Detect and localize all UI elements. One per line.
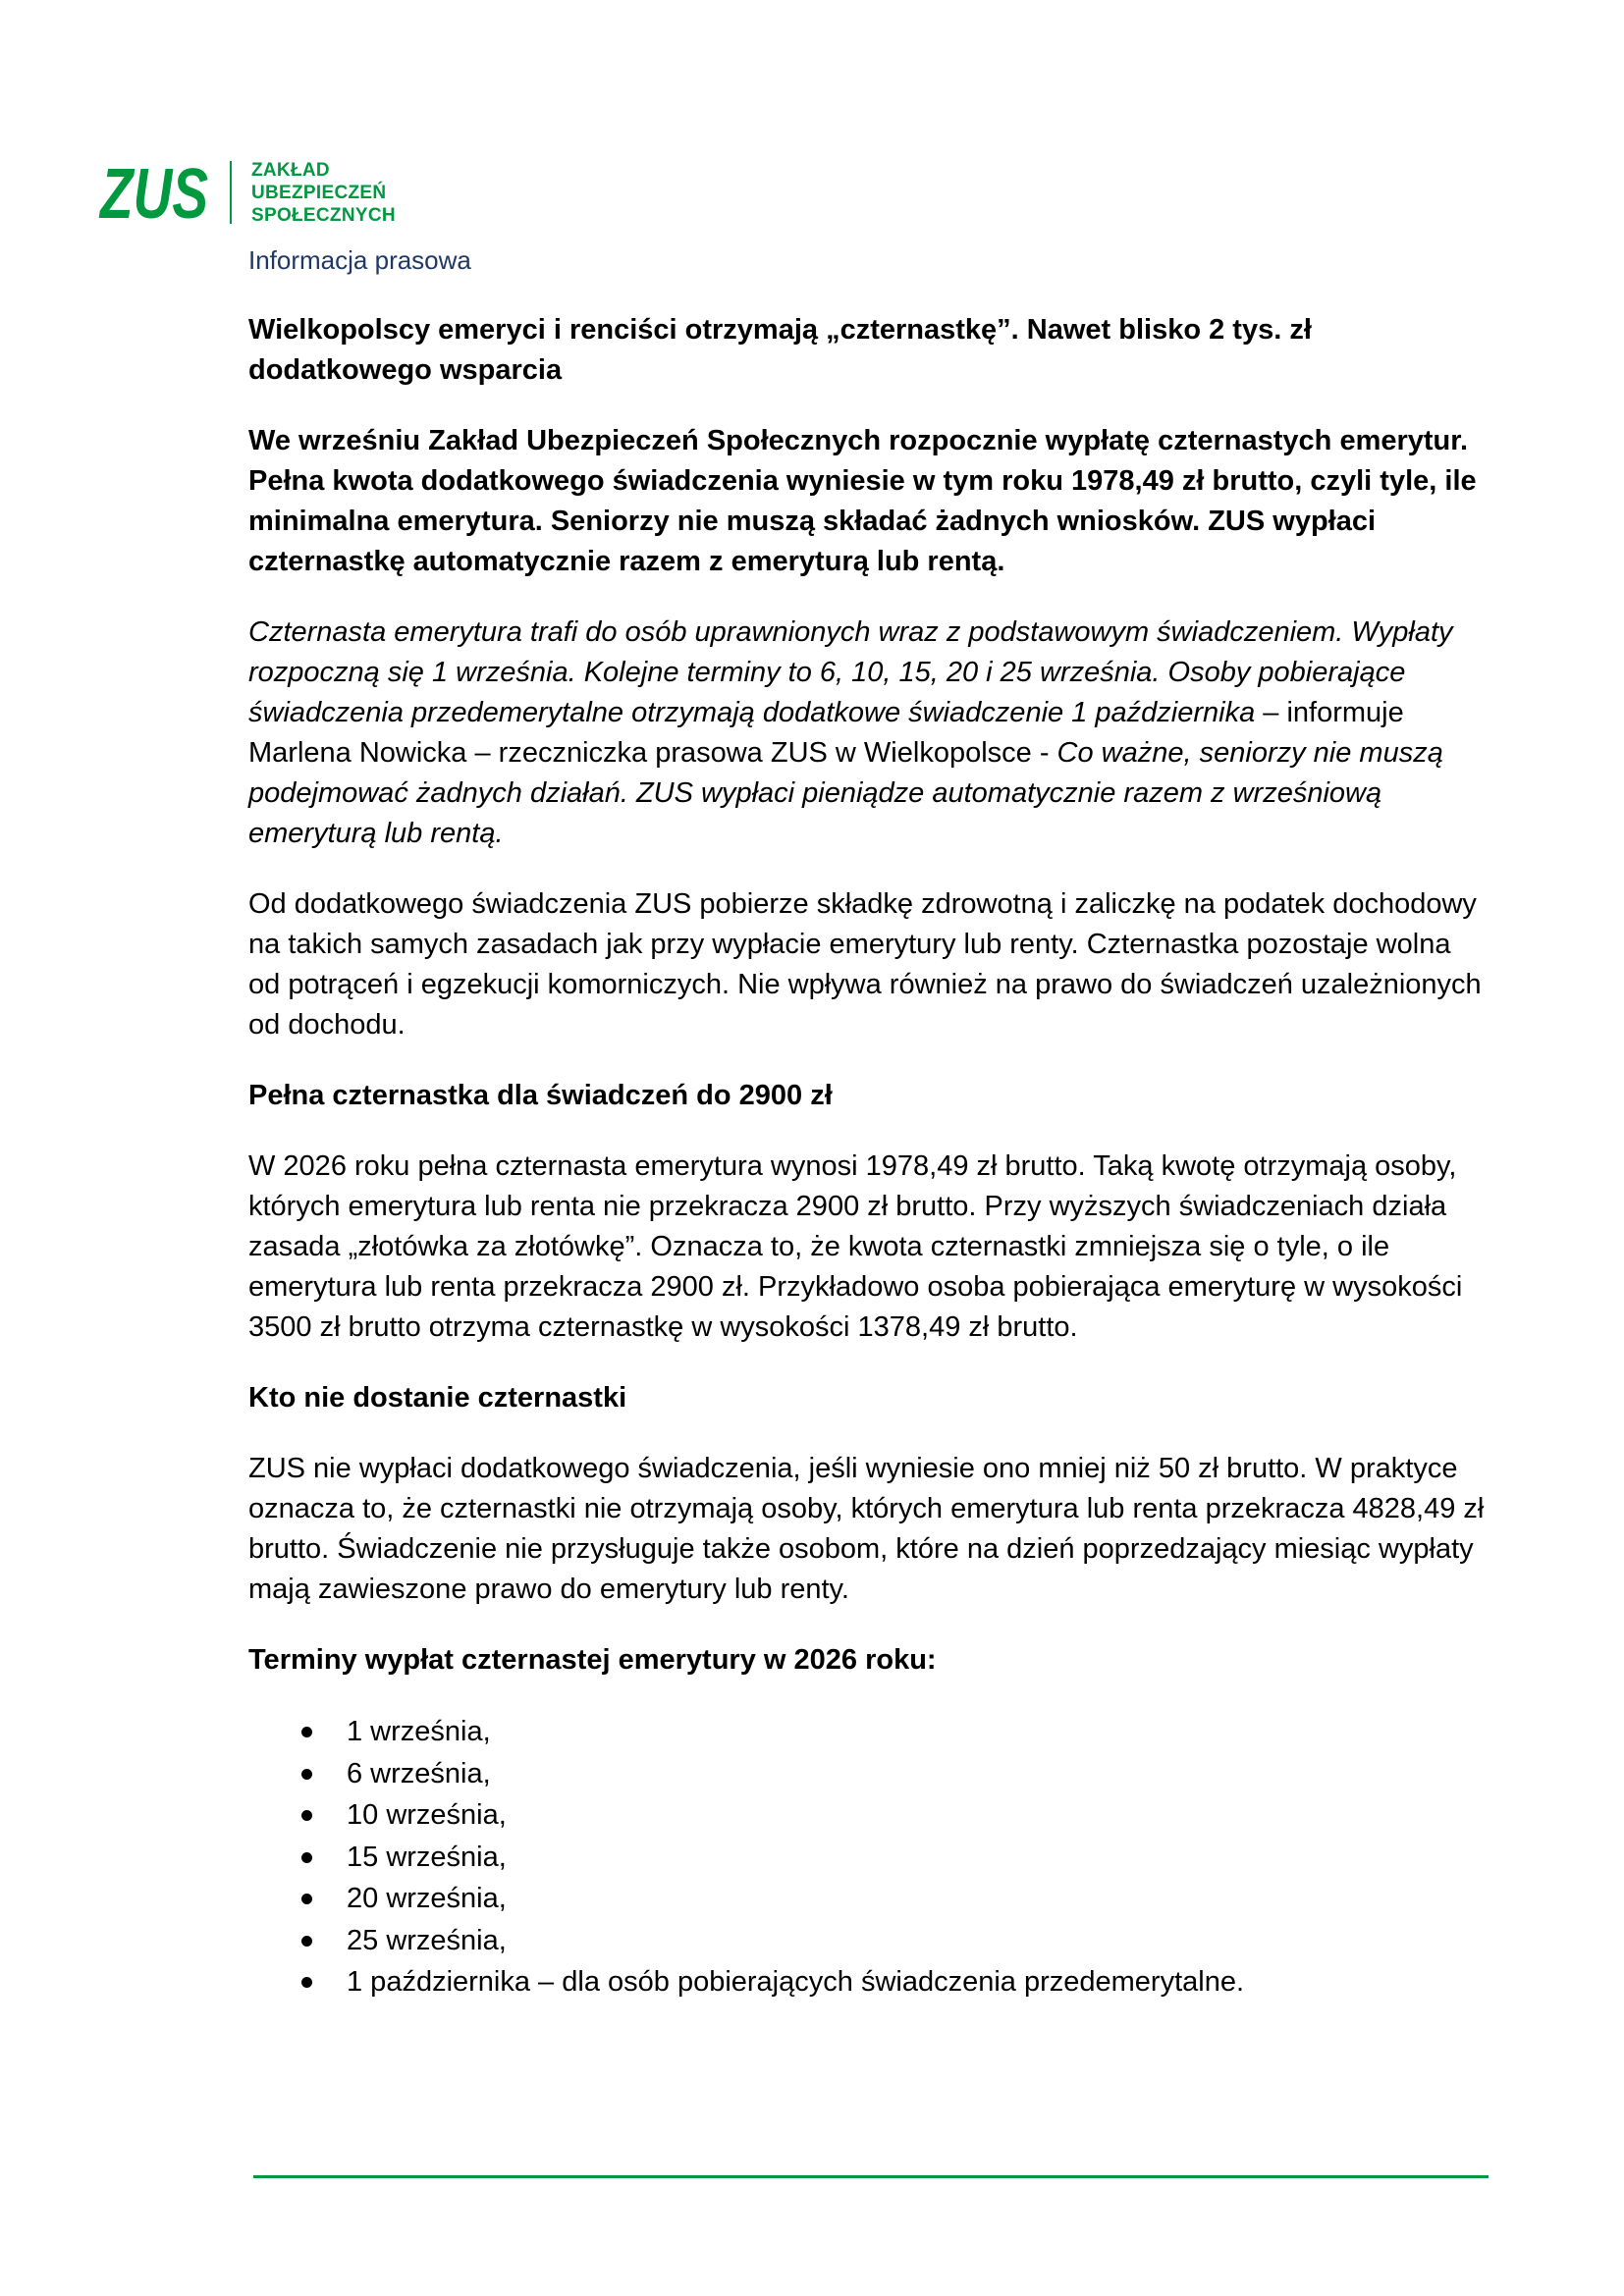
quote-part-1: Czternasta emerytura trafi do osób uprawnionych wraz z podstawowym świadczeniem. Wypłaty rozpoczną się 1 września. Kolejne terminy to 6, 10, 15, 20 i 25 września. Osoby pobierające świadczenia przedemerytalne otrzymają dodatkowe świadczenie 1 października [248, 616, 1453, 728]
section-heading: Terminy wypłat czternastej emerytury w 2026 roku: [248, 1644, 937, 1676]
list-item: 25 września, [248, 1920, 1486, 1962]
quote-attribution: – informuje Marlena Nowicka – rzeczniczka prasowa ZUS w Wielkopolsce - [248, 697, 1404, 769]
document-type-label: Informacja prasowa [248, 245, 471, 275]
svg-text:ZUS: ZUS [98, 155, 208, 234]
logo-line: UBEZPIECZEŃ [251, 182, 387, 203]
list-item: 1 września, [248, 1711, 1486, 1753]
payment-dates-list [248, 1711, 1486, 2003]
body-paragraph: ZUS nie wypłaci dodatkowego świadczenia, jeśli wyniesie ono mniej niż 50 zł brutto. W praktyce oznacza to, że czternastki nie otrzymają osoby, których emerytura lub renta przekracza 4828,49 zł brutto. Świadczenie nie przysługuje także osobom, które na dzień poprzedzający miesiąc wypłaty mają zawieszone prawo do emerytury lub renty. [248, 1453, 1485, 1605]
page-title: Wielkopolscy emeryci i renciści otrzymają „czternastkę”. Nawet blisko 2 tys. zł dodatkowego wsparcia [248, 314, 1312, 386]
list-item: 6 września, [248, 1753, 1486, 1795]
footer-divider [253, 2175, 1489, 2178]
section-heading: Kto nie dostanie czternastki [248, 1382, 627, 1414]
quote-paragraph [248, 613, 1486, 854]
body-paragraph: W 2026 roku pełna czternasta emerytura wynosi 1978,49 zł brutto. Taką kwotę otrzymają osoby, których emerytura lub renta nie przekracza 2900 zł brutto. Przy wyższych świadczeniach działa zasada „złotówka za złotówkę”. Oznacza to, że kwota czternastki zmniejsza się o tyle, o ile emerytura lub renta przekracza 2900 zł. Przykładowo osoba pobierająca emeryturę w wysokości 3500 zł brutto otrzyma czternastkę w wysokości 1378,49 zł brutto. [248, 1150, 1463, 1343]
press-release-body [248, 310, 1486, 2003]
zus-logo [98, 155, 396, 234]
logo-line: SPOŁECZNYCH [251, 204, 396, 226]
logo-line: ZAKŁAD [251, 159, 330, 181]
list-item: 1 października – dla osób pobierających świadczenia przedemerytalne. [248, 1961, 1486, 2003]
zus-logo-icon [98, 155, 210, 234]
body-paragraph: Od dodatkowego świadczenia ZUS pobierze składkę zdrowotną i zaliczkę na podatek dochodowy na takich samych zasadach jak przy wypłacie emerytury lub renty. Czternastka pozostaje wolna od potrąceń i egzekucji komorniczych. Nie wpływa również na prawo do świadczeń uzależnionych od dochodu. [248, 888, 1482, 1041]
list-item: 20 września, [248, 1878, 1486, 1920]
quote-part-2: Co ważne, seniorzy nie muszą podejmować żadnych działań. ZUS wypłaci pieniądze automatycznie razem z wrześniową emeryturą lub rentą. [248, 737, 1443, 849]
lead-paragraph: We wrześniu Zakład Ubezpieczeń Społecznych rozpocznie wypłatę czternastych emerytur. Pełna kwota dodatkowego świadczenia wyniesie w tym roku 1978,49 zł brutto, czyli tyle, ile minimalna emerytura. Seniorzy nie muszą składać żadnych wniosków. ZUS wypłaci czternastkę automatycznie razem z emeryturą lub rentą. [248, 425, 1477, 577]
logo-wordmark [251, 159, 396, 227]
list-item: 10 września, [248, 1794, 1486, 1837]
section-heading: Pełna czternastka dla świadczeń do 2900 zł [248, 1080, 833, 1111]
logo-separator [230, 161, 232, 224]
list-item: 15 września, [248, 1837, 1486, 1879]
